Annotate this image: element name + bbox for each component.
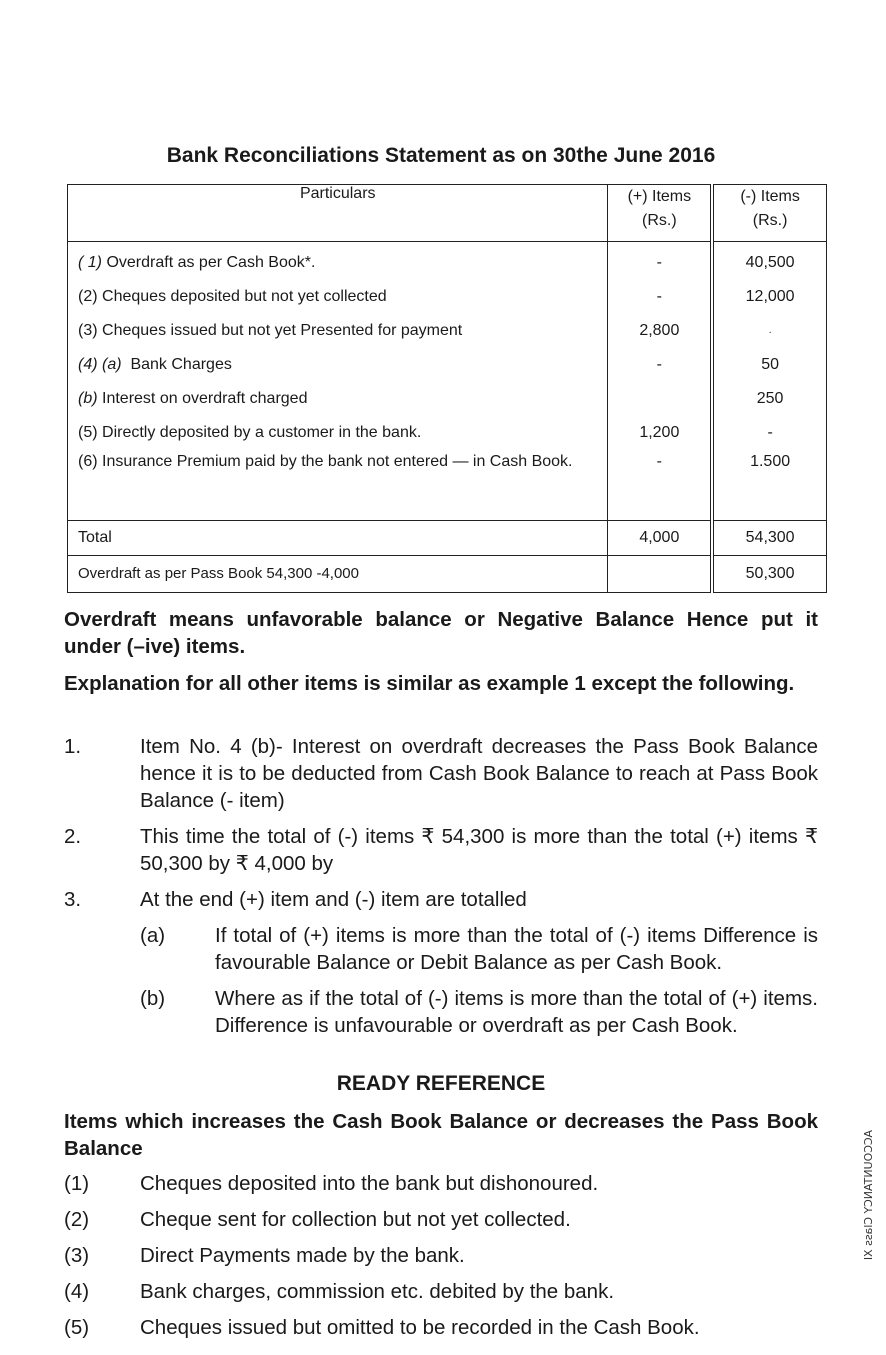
list-item-number: (4): [64, 1280, 90, 1303]
row-minus-value: 250: [712, 382, 826, 416]
list-item: [64, 1278, 818, 1305]
header-plus-line2: (Rs.): [642, 212, 677, 229]
sub-item-text: Where as if the total of (-) items is more than the total of (+) items. Difference is unfavourable or overdraft as per Cash Book.: [215, 987, 818, 1037]
row-particular: [68, 314, 608, 348]
row-number: (3): [78, 322, 98, 339]
header-minus-line1: (-) Items: [740, 188, 800, 205]
table-row: [68, 242, 827, 281]
list-item: [64, 1314, 818, 1341]
row-text: Directly deposited by a customer in the bank.: [102, 424, 422, 441]
row-number: ( 1): [78, 254, 102, 271]
row-minus-value: -: [712, 416, 826, 450]
sub-list-item: [140, 922, 818, 976]
table-row: [68, 450, 827, 521]
reference-items-list: [64, 1170, 818, 1350]
page-margin-label: [842, 1130, 882, 1300]
header-particulars: Particulars: [68, 185, 608, 242]
row-particular: [68, 450, 608, 521]
ready-reference-heading: READY REFERENCE: [336, 1072, 546, 1095]
table-row: [68, 416, 827, 450]
row-number: (b): [78, 390, 98, 407]
list-item-number: 3.: [64, 888, 82, 911]
row-minus-value: .: [712, 314, 826, 348]
row-number: (5): [78, 424, 98, 441]
list-item-text: Cheques issued but omitted to be recorded in the Cash Book.: [140, 1316, 700, 1339]
row-particular: [68, 382, 608, 416]
list-item-text: At the end (+) item and (-) item are totalled: [140, 888, 527, 911]
list-item-number: 2.: [64, 825, 82, 848]
statement-title: Bank Reconciliations Statement as on 30the June 2016: [166, 144, 716, 167]
overdraft-plus-value: [608, 556, 712, 593]
list-item-text: Cheque sent for collection but not yet collected.: [140, 1208, 571, 1231]
row-plus-value: 1,200: [608, 416, 712, 450]
table-row: [68, 382, 827, 416]
list-item-text: Direct Payments made by the bank.: [140, 1244, 465, 1267]
margin-text: ACCOUNTANCY Class XI: [862, 1130, 875, 1261]
sub-item-number: (b): [140, 987, 166, 1010]
table-row: [68, 348, 827, 382]
row-minus-value: 12,000: [712, 280, 826, 314]
overdraft-minus-value: 50,300: [712, 556, 826, 593]
sub-list-item: [140, 985, 818, 1039]
list-item-text: This time the total of (-) items ₹ 54,300 is more than the total (+) items ₹ 50,300 by ₹ 4,000 by: [140, 825, 818, 875]
overdraft-note: Overdraft means unfavorable balance or Negative Balance Hence put it under (–ive) items.: [64, 608, 818, 658]
row-text: Insurance Premium paid by the bank not entered — in Cash Book.: [102, 453, 573, 470]
row-text: Interest on overdraft charged: [102, 390, 308, 407]
row-plus-value: [608, 382, 712, 416]
list-item-number: (3): [64, 1244, 90, 1267]
header-plus-items: [608, 185, 712, 242]
row-plus-value: 2,800: [608, 314, 712, 348]
row-plus-value: -: [608, 280, 712, 314]
overdraft-label: Overdraft as per Pass Book 54,300 -4,000: [68, 556, 608, 593]
list-item-text: Cheques deposited into the bank but dishonoured.: [140, 1172, 599, 1195]
table-header-row: [68, 185, 827, 242]
header-plus-line1: (+) Items: [627, 188, 692, 205]
row-number: (2): [78, 288, 98, 305]
table-row: [68, 280, 827, 314]
list-item-text: Bank charges, commission etc. debited by the bank.: [140, 1280, 615, 1303]
header-minus-line2: (Rs.): [752, 212, 788, 229]
row-plus-value: -: [608, 348, 712, 382]
total-minus-value: 54,300: [712, 521, 826, 556]
list-item-number: 1.: [64, 735, 82, 758]
overdraft-row: [68, 556, 827, 593]
total-plus-value: 4,000: [608, 521, 712, 556]
row-minus-value: 40,500: [712, 242, 826, 281]
reconciliation-table: [67, 184, 827, 593]
row-number: (4) (a): [78, 356, 122, 373]
sub-item-text: If total of (+) items is more than the total of (-) items Difference is favourable Balance or Debit Balance as per Cash Book.: [215, 924, 818, 974]
list-item: [64, 1170, 818, 1197]
row-minus-value: 50: [712, 348, 826, 382]
sub-item-number: (a): [140, 924, 166, 947]
row-plus-value: -: [608, 450, 712, 521]
explanation-list: [64, 733, 818, 1048]
list-item: [64, 1242, 818, 1269]
row-particular: [68, 348, 608, 382]
row-number: (6): [78, 453, 98, 470]
list-item: [64, 733, 818, 814]
items-heading: Items which increases the Cash Book Balance or decreases the Pass Book Balance: [64, 1110, 818, 1160]
list-item-number: (2): [64, 1208, 90, 1231]
list-item: [64, 823, 818, 877]
total-label: Total: [68, 521, 608, 556]
list-item: [64, 1206, 818, 1233]
row-particular: [68, 416, 608, 450]
row-text: Bank Charges: [130, 356, 232, 373]
row-particular: [68, 242, 608, 281]
row-text: Cheques issued but not yet Presented for payment: [102, 322, 463, 339]
total-row: [68, 521, 827, 556]
list-item-text: Item No. 4 (b)- Interest on overdraft decreases the Pass Book Balance hence it is to be deducted from Cash Book Balance to reach at Pass Book Balance (- item): [140, 735, 818, 812]
row-particular: [68, 280, 608, 314]
explanation-note: Explanation for all other items is similar as example 1 except the following.: [64, 672, 795, 695]
header-minus-items: [712, 185, 826, 242]
row-plus-value: -: [608, 242, 712, 281]
list-item-number: (5): [64, 1316, 90, 1339]
list-item-number: (1): [64, 1172, 90, 1195]
table-row: [68, 314, 827, 348]
row-text: Overdraft as per Cash Book*.: [106, 254, 316, 271]
row-text: Cheques deposited but not yet collected: [102, 288, 387, 305]
row-minus-value: 1.500: [712, 450, 826, 521]
list-item: [64, 886, 818, 913]
